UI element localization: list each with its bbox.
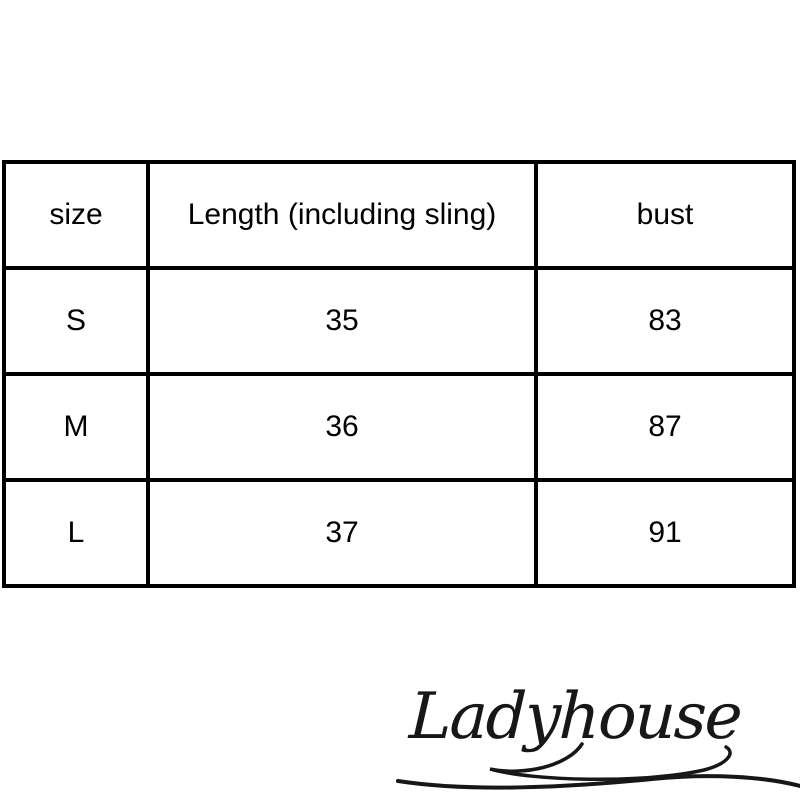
- length-header-cell: Length (including sling): [148, 162, 536, 268]
- bust-value-cell: 83: [536, 268, 794, 374]
- bust-value-cell: 87: [536, 374, 794, 480]
- table-row-l: [4, 480, 794, 586]
- length-value-cell: 35: [148, 268, 536, 374]
- size-cell: L: [4, 480, 148, 586]
- size-chart-table: [2, 160, 796, 588]
- logo-text: Ladyhouse: [407, 680, 742, 754]
- header-row: [4, 162, 794, 268]
- bust-value-cell: 91: [536, 480, 794, 586]
- size-cell: S: [4, 268, 148, 374]
- bust-header-cell: bust: [536, 162, 794, 268]
- brand-logo-svg: [380, 608, 800, 800]
- table-row-s: [4, 268, 794, 374]
- size-cell: M: [4, 374, 148, 480]
- brand-logo: [380, 608, 800, 800]
- length-value-cell: 37: [148, 480, 536, 586]
- length-value-cell: 36: [148, 374, 536, 480]
- size-header-cell: size: [4, 162, 148, 268]
- table-row-m: [4, 374, 794, 480]
